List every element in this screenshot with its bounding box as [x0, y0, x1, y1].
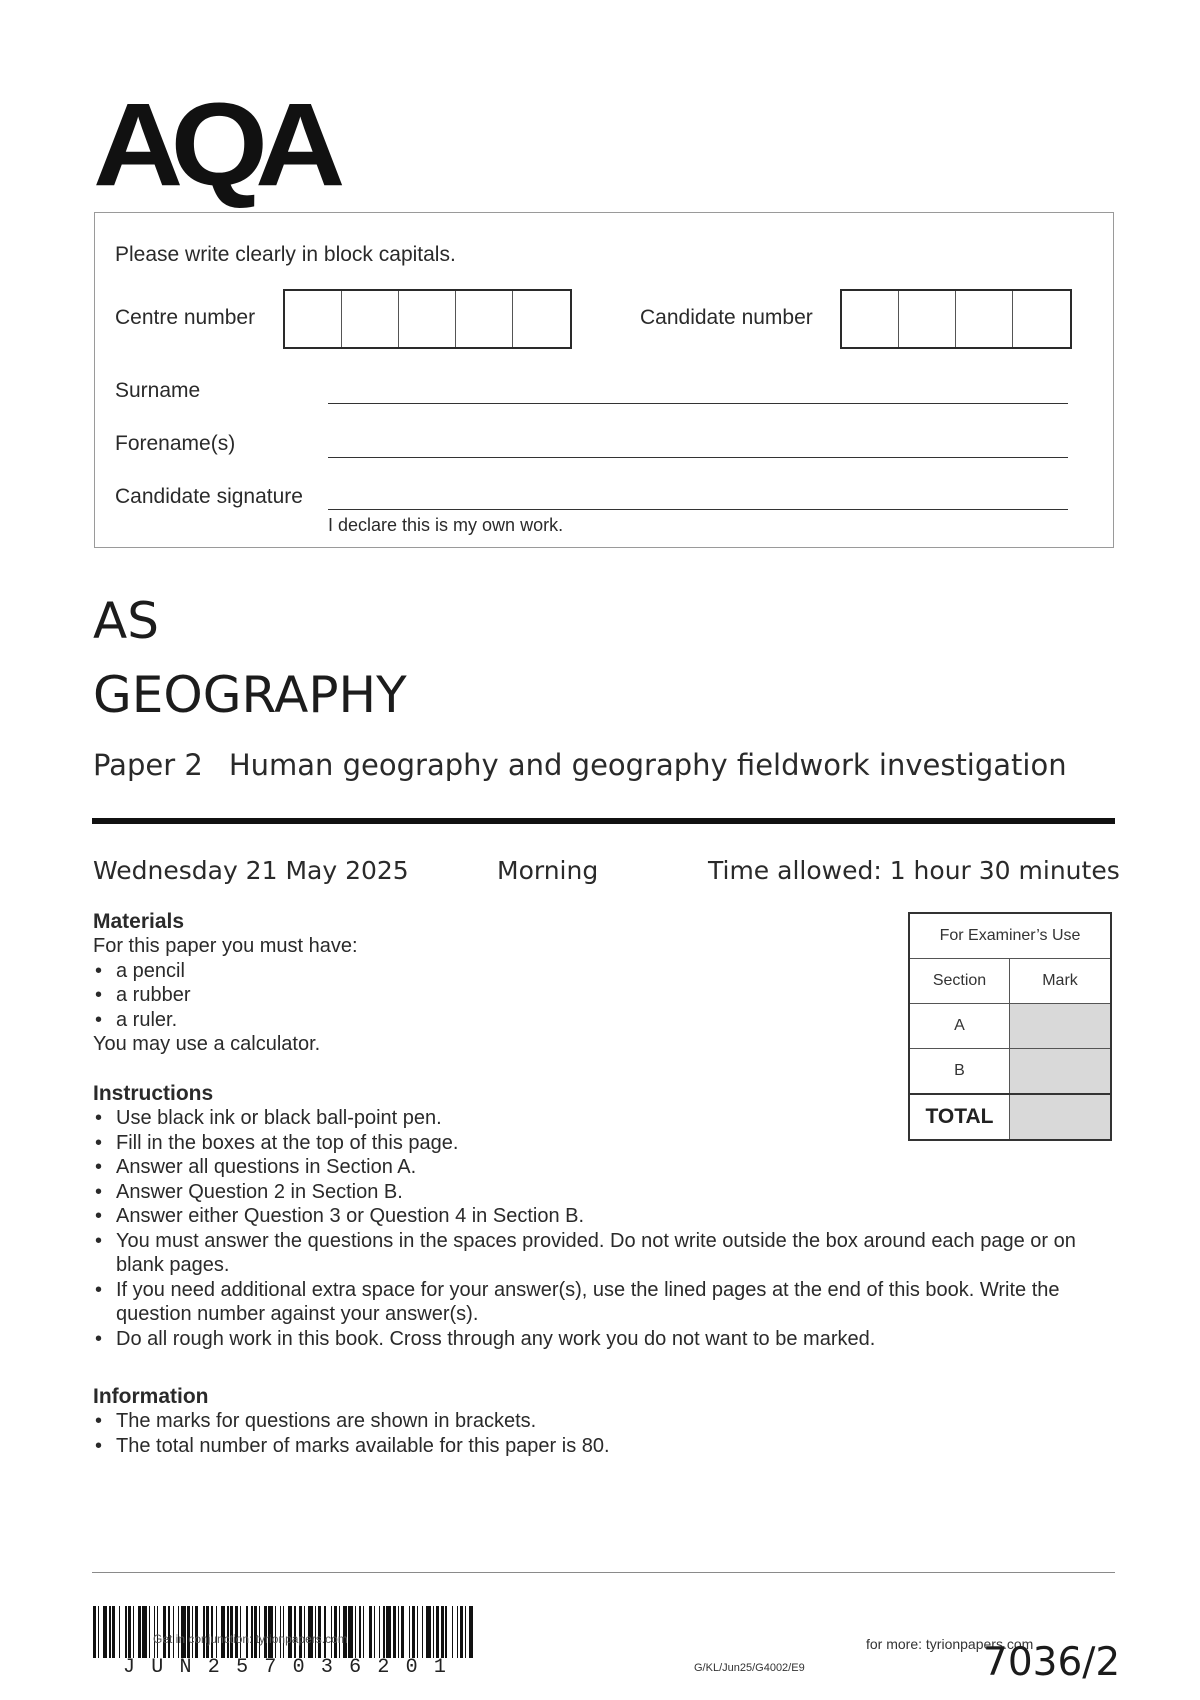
- section-b-label: B: [909, 1049, 1010, 1095]
- information-heading: Information: [93, 1385, 209, 1408]
- centre-number-boxes[interactable]: [283, 289, 572, 349]
- materials-intro: For this paper you must have:: [93, 935, 358, 957]
- candidate-number-digit-box[interactable]: [899, 291, 956, 347]
- barcode-digits: [93, 1656, 476, 1679]
- barcode-digit: J: [123, 1656, 136, 1679]
- barcode-digit: 2: [377, 1656, 390, 1679]
- centre-number-label: Centre number: [115, 306, 256, 329]
- information-item: • The marks for questions are shown in brackets.: [93, 1409, 610, 1434]
- section-b-mark-cell: [1010, 1049, 1112, 1095]
- total-mark-cell: [1010, 1094, 1112, 1140]
- barcode-digit: 1: [433, 1656, 446, 1679]
- barcode-digit: 7: [264, 1656, 277, 1679]
- information-list: [93, 1409, 610, 1458]
- candidate-number-digit-box[interactable]: [1013, 291, 1070, 347]
- own-work-declaration: I declare this is my own work.: [328, 515, 564, 535]
- materials-item: • a ruler.: [93, 1008, 358, 1033]
- information-item: • The total number of marks available for this paper is 80.: [93, 1434, 610, 1459]
- paper-heading: [93, 748, 1067, 782]
- instruction-item: • Answer Question 2 in Section B.: [93, 1180, 1123, 1205]
- materials-list: [93, 959, 358, 1033]
- paper-code: 7036/2: [983, 1640, 1121, 1685]
- time-allowed: Time allowed: 1 hour 30 minutes: [708, 856, 1120, 885]
- centre-number-digit-box[interactable]: [513, 291, 570, 347]
- forenames-write-line[interactable]: [328, 457, 1068, 458]
- barcode-digit: 3: [320, 1656, 333, 1679]
- forenames-label: Forename(s): [115, 432, 236, 455]
- qualification-level: AS: [93, 592, 159, 650]
- centre-number-digit-box[interactable]: [456, 291, 513, 347]
- promo-text: for more: tyrionpapers.com: [866, 1636, 1034, 1652]
- barcode-digit: 2: [207, 1656, 220, 1679]
- paper-title: Human geography and geography fieldwork investigation: [228, 748, 1067, 782]
- signature-write-line[interactable]: [328, 509, 1068, 510]
- examiners-use-table: [908, 912, 1112, 1141]
- document-reference: G/KL/Jun25/G4002/E9: [694, 1662, 805, 1674]
- instruction-item: • Fill in the boxes at the top of this page.: [93, 1131, 1123, 1156]
- subject-title: GEOGRAPHY: [93, 666, 407, 724]
- exam-date: Wednesday 21 May 2025: [93, 856, 409, 885]
- section-column-header: Section: [909, 959, 1010, 1004]
- heading-divider: [92, 818, 1115, 824]
- candidate-number-boxes[interactable]: [840, 289, 1072, 349]
- centre-number-digit-box[interactable]: [285, 291, 342, 347]
- materials-item: • a pencil: [93, 959, 358, 984]
- mark-column-header: Mark: [1010, 959, 1112, 1004]
- section-a-label: A: [909, 1004, 1010, 1049]
- section-a-mark-cell: [1010, 1004, 1112, 1049]
- total-label: TOTAL: [909, 1094, 1010, 1140]
- barcode-digit: N: [179, 1656, 192, 1679]
- signature-label: Candidate signature: [115, 485, 303, 508]
- paper-number: Paper 2: [93, 748, 203, 782]
- instruction-item: • You must answer the questions in the spaces provided. Do not write outside the box around each page or on blank pages.: [93, 1229, 1123, 1278]
- candidate-number-label: Candidate number: [640, 306, 813, 329]
- aqa-logo: AQA: [93, 79, 333, 211]
- materials-item: • a rubber: [93, 983, 358, 1008]
- surname-label: Surname: [115, 379, 201, 402]
- centre-number-digit-box[interactable]: [342, 291, 399, 347]
- barcode-digit: 5: [236, 1656, 249, 1679]
- centre-number-digit-box[interactable]: [399, 291, 456, 347]
- instruction-item: • Use black ink or black ball-point pen.: [93, 1106, 1123, 1131]
- footer-divider: [92, 1572, 1115, 1573]
- exam-session: Morning: [497, 856, 599, 885]
- barcode-digit: 6: [349, 1656, 362, 1679]
- barcode-overlay-text: Get in conjunction: tyrionpapers.com: [153, 1632, 348, 1646]
- candidate-number-digit-box[interactable]: [956, 291, 1013, 347]
- information-section: [93, 1385, 610, 1458]
- materials-heading: Materials: [93, 910, 185, 933]
- instruction-item: • Answer all questions in Section A.: [93, 1155, 1123, 1180]
- materials-section: [93, 910, 358, 1057]
- instructions-list: [93, 1106, 1123, 1351]
- block-capitals-instruction: Please write clearly in block capitals.: [115, 243, 456, 266]
- barcode-digit: 0: [405, 1656, 418, 1679]
- barcode-digit: U: [151, 1656, 164, 1679]
- calculator-note: You may use a calculator.: [93, 1033, 321, 1055]
- surname-write-line[interactable]: [328, 403, 1068, 404]
- candidate-number-digit-box[interactable]: [842, 291, 899, 347]
- instruction-item: • Do all rough work in this book. Cross through any work you do not want to be marked.: [93, 1327, 1123, 1352]
- instructions-heading: Instructions: [93, 1082, 214, 1105]
- instruction-item: • If you need additional extra space for your answer(s), use the lined pages at the end of this book. Write the question number against your answer(s).: [93, 1278, 1123, 1327]
- examiners-use-title: For Examiner’s Use: [909, 913, 1111, 959]
- instruction-item: • Answer either Question 3 or Question 4 in Section B.: [93, 1204, 1123, 1229]
- barcode-digit: 0: [292, 1656, 305, 1679]
- candidate-details-box: [94, 212, 1114, 548]
